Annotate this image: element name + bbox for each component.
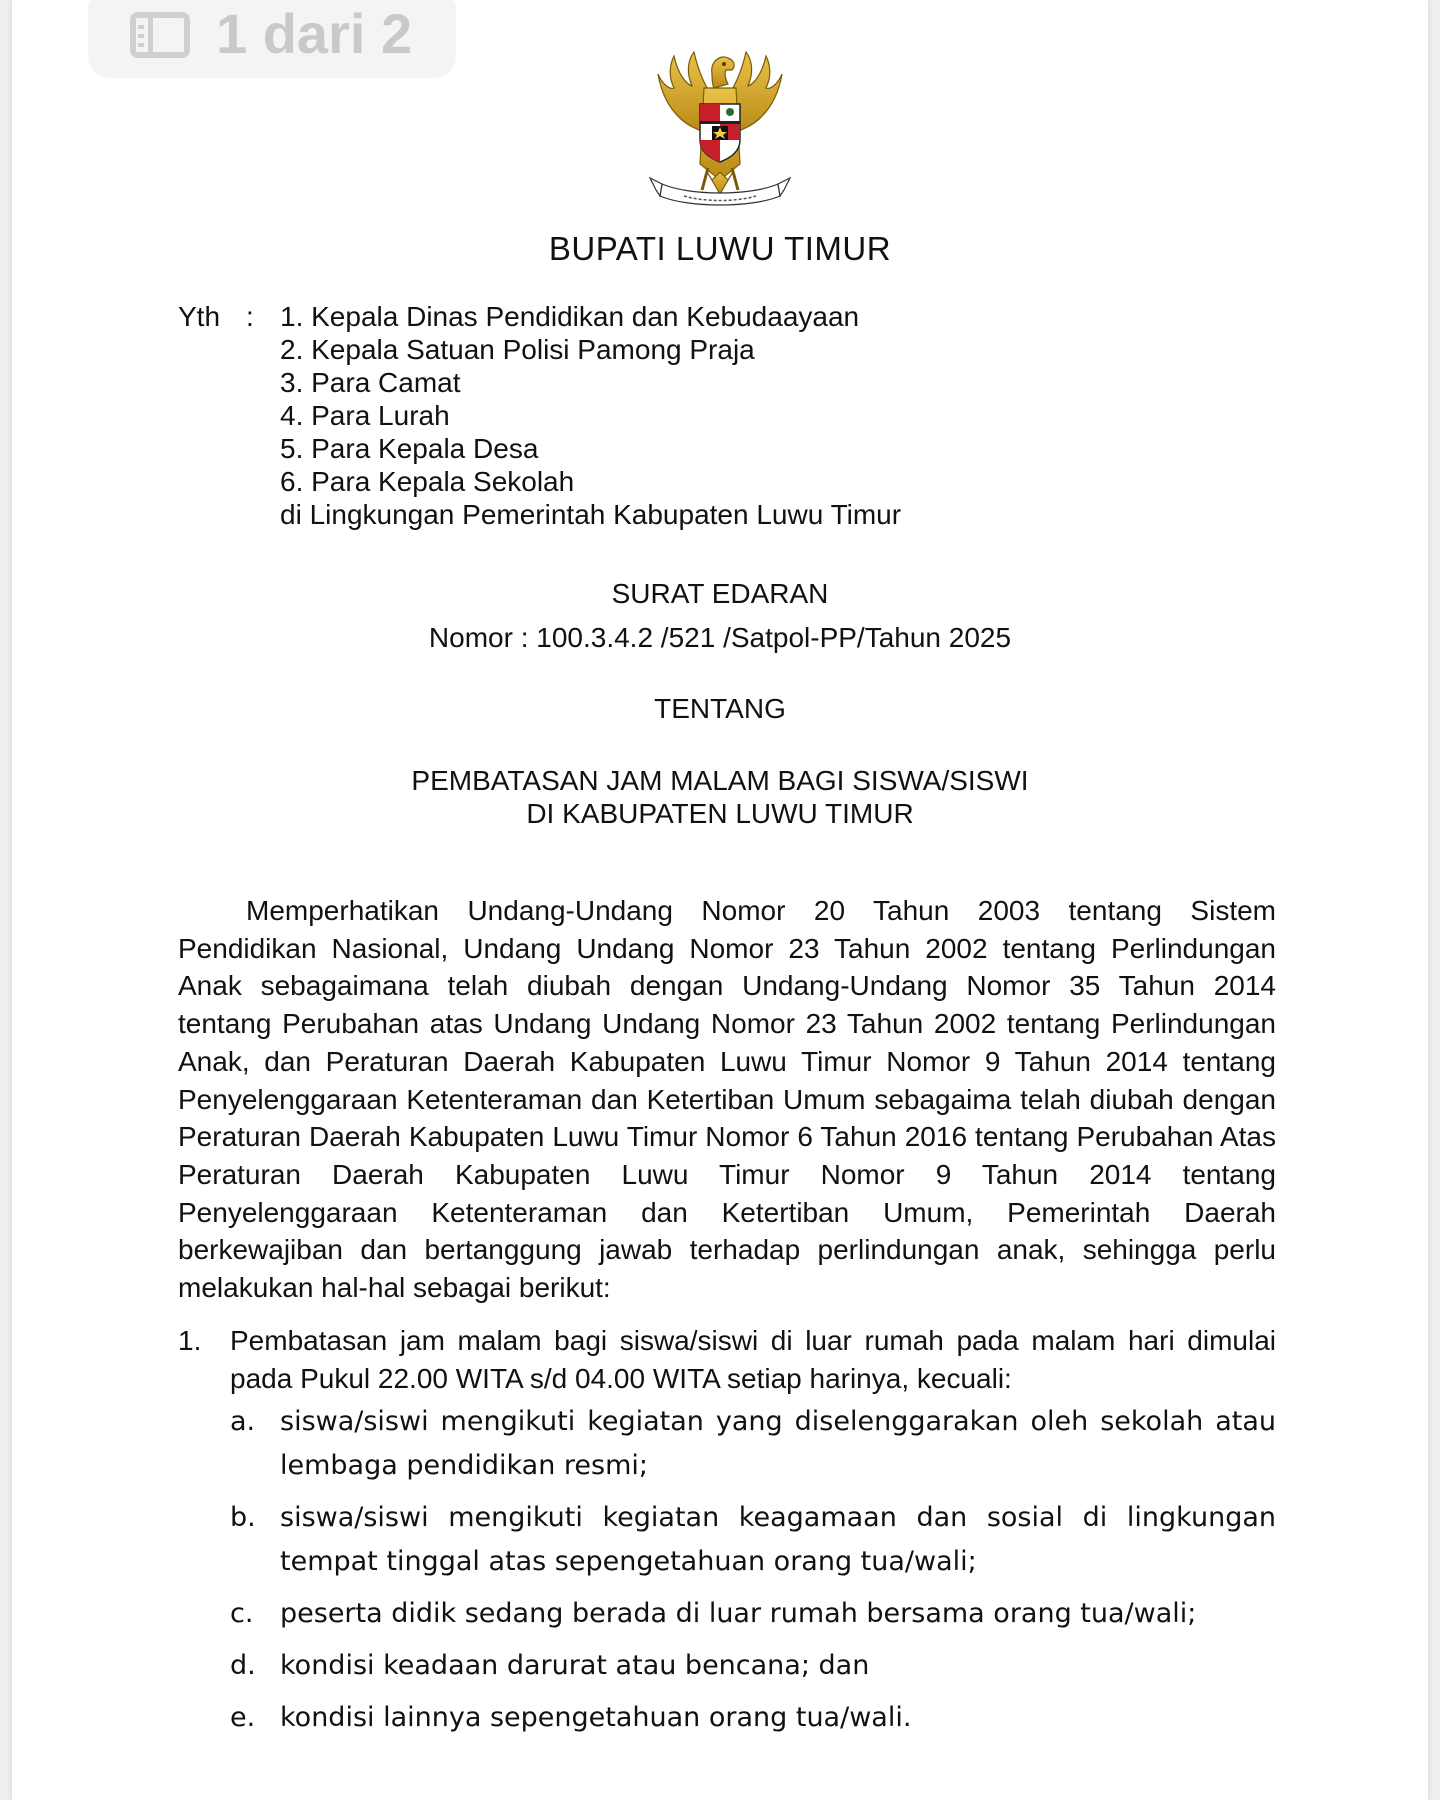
exception-item xyxy=(230,1496,1276,1584)
recipient-item: 1. Kepala Dinas Pendidikan dan Kebudaayaan xyxy=(280,301,860,332)
exception-letter: d. xyxy=(230,1650,256,1681)
list-item-text: Pembatasan jam malam bagi siswa/siswi di luar rumah pada malam hari dimulai pada Pukul 22.00 WITA s/d 04.00 WITA setiap harinya, kecuali: xyxy=(230,1325,1276,1394)
list-item xyxy=(178,1322,1276,1397)
exception-text: kondisi lainnya sepengetahuan orang tua/wali. xyxy=(280,1702,912,1733)
body-paragraph: Memperhatikan Undang-Undang Nomor 20 Tahun 2003 tentang Sistem Pendidikan Nasional, Undang Undang Nomor 23 Tahun 2002 tentang Perlindungan Anak sebagaimana telah diubah dengan Undang-Undang Nomor 35 Tahun 2014 tentang Perubahan atas Undang Undang Nomor 23 Tahun 2002 tentang Perlindungan Anak, dan Peraturan Daerah Kabupaten Luwu Timur Nomor 9 Tahun 2014 tentang Penyelenggaraan Ketenteraman dan Ketertiban Umum sebagaima telah diubah dengan Peraturan Daerah Kabupaten Luwu Timur Nomor 6 Tahun 2016 tentang Perubahan Atas Peraturan Daerah Kabupaten Luwu Timur Nomor 9 Tahun 2014 tentang Penyelenggaraan Ketenteraman dan Ketertiban Umum, Pemerintah Daerah berkewajiban dan bertanggung jawab terhadap perlindungan anak, sehingga perlu melakukan hal-hal sebagai berikut: xyxy=(178,895,1276,1304)
address-label: Yth xyxy=(178,301,221,332)
recipient-location: di Lingkungan Pemerintah Kabupaten Luwu Timur xyxy=(280,499,902,530)
recipient-item: 6. Para Kepala Sekolah xyxy=(280,466,575,497)
about-label: TENTANG xyxy=(654,693,786,724)
page-indicator-text: 1 dari 2 xyxy=(216,1,413,65)
document-pages-icon xyxy=(130,12,190,58)
exception-letter: c. xyxy=(230,1598,254,1629)
exception-text: peserta didik sedang berada di luar rumah bersama orang tua/wali; xyxy=(280,1598,1197,1629)
exception-list xyxy=(230,1400,1276,1748)
page-indicator xyxy=(88,0,456,78)
recipient-item: 5. Para Kepala Desa xyxy=(280,433,539,464)
address-colon: : xyxy=(246,301,254,332)
recipient-list xyxy=(280,300,901,531)
exception-item xyxy=(230,1400,1276,1488)
garuda-pancasila-emblem xyxy=(640,44,800,214)
subject-line-2: DI KABUPATEN LUWU TIMUR xyxy=(526,798,914,829)
exception-letter: a. xyxy=(230,1406,256,1437)
recipient-item: 2. Kepala Satuan Polisi Pamong Praja xyxy=(280,334,755,365)
exception-item xyxy=(230,1696,1276,1740)
letter-number: Nomor : 100.3.4.2 /521 /Satpol-PP/Tahun 2025 xyxy=(428,622,1012,653)
exception-letter: b. xyxy=(230,1502,256,1533)
recipient-item: 3. Para Camat xyxy=(280,367,461,398)
letter-subject xyxy=(0,764,1440,830)
letter-type: SURAT EDARAN xyxy=(611,578,829,609)
subject-line-1: PEMBATASAN JAM MALAM BAGI SISWA/SISWI xyxy=(411,765,1029,796)
exception-item xyxy=(230,1644,1276,1688)
exception-item xyxy=(230,1592,1276,1636)
exception-text: kondisi keadaan darurat atau bencana; dan xyxy=(280,1650,870,1681)
list-item-number: 1. xyxy=(178,1325,202,1356)
exception-text: siswa/siswi mengikuti kegiatan yang diselenggarakan oleh sekolah atau lembaga pendidikan resmi; xyxy=(280,1406,1276,1481)
recipient-item: 4. Para Lurah xyxy=(280,400,450,431)
exception-letter: e. xyxy=(230,1702,256,1733)
document-title: BUPATI LUWU TIMUR xyxy=(548,230,892,267)
exception-text: siswa/siswi mengikuti kegiatan keagamaan dan sosial di lingkungan tempat tinggal atas sepengetahuan orang tua/wali; xyxy=(280,1502,1276,1577)
